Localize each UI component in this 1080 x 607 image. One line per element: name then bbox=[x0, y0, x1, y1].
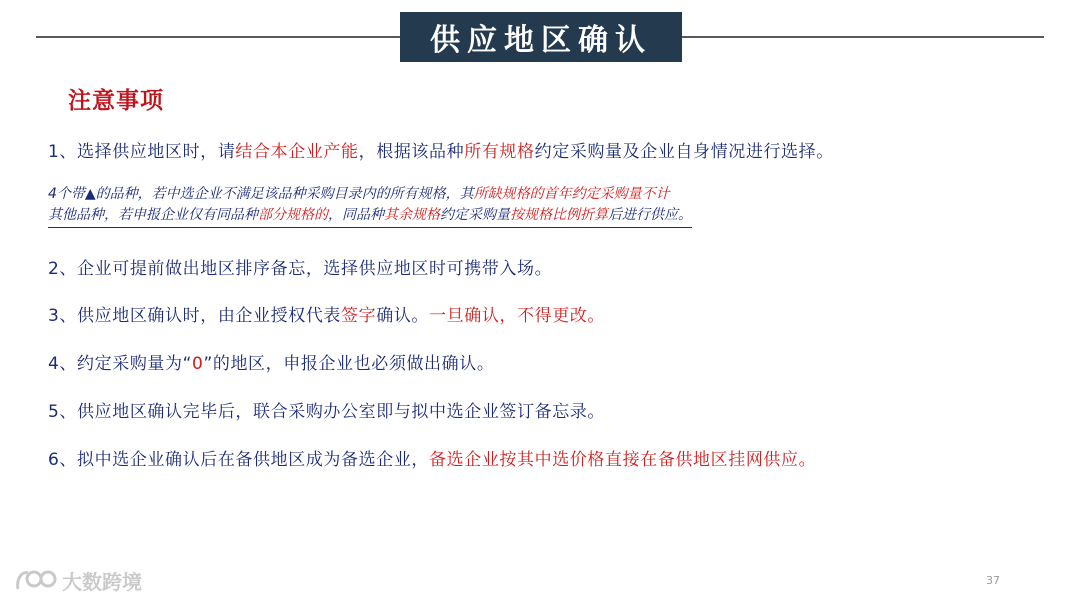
item-2 bbox=[48, 254, 552, 279]
text-segment: ，同品种 bbox=[328, 207, 384, 223]
text-segment: 5、供应地区确认完毕后，联合采购办公室即与拟中选企业签订备忘录。 bbox=[48, 402, 606, 422]
item-3 bbox=[48, 301, 605, 326]
text-segment: 所有规格 bbox=[464, 142, 535, 162]
section-heading: 注意事项 bbox=[68, 88, 164, 114]
text-segment: 4个带▲的品种，若中选企业不满足该品种采购目录内的所有规格，其 bbox=[48, 186, 474, 202]
watermark-text: 大数跨境 bbox=[62, 570, 142, 594]
item-5 bbox=[48, 397, 605, 422]
text-segment: 其他品种，若申报企业仅有同品种 bbox=[48, 207, 258, 223]
text-segment: 4、约定采购量为“ bbox=[48, 354, 193, 374]
text-segment: 结合本企业产能 bbox=[235, 142, 359, 162]
item-6 bbox=[48, 445, 816, 470]
slide-title: 供应地区确认 bbox=[400, 12, 682, 62]
item-1 bbox=[48, 137, 834, 162]
text-segment: 后进行供应。 bbox=[608, 207, 692, 223]
title-rule-left bbox=[36, 36, 400, 38]
text-segment: ，根据该品种 bbox=[358, 142, 465, 162]
text-segment: 签字 bbox=[341, 306, 377, 326]
text-segment: 约定采购量及企业自身情况进行选择。 bbox=[534, 142, 834, 162]
text-segment: 按规格比例折算 bbox=[510, 207, 608, 223]
text-segment: 约定采购量 bbox=[440, 207, 510, 223]
text-segment: 部分规格的 bbox=[258, 207, 328, 223]
text-segment: 3、供应地区确认时，由企业授权代表 bbox=[48, 306, 342, 326]
watermark bbox=[14, 566, 142, 595]
text-segment: 0 bbox=[192, 354, 204, 374]
text-segment: 所缺规格的首年约定采购量不计 bbox=[473, 186, 670, 202]
text-segment: 备选企业按其中选价格直接在备供地区挂网供应。 bbox=[429, 450, 817, 470]
text-segment: 1、选择供应地区时，请 bbox=[48, 142, 236, 162]
text-segment: 一旦确认，不得更改。 bbox=[429, 306, 606, 326]
page-number: 37 bbox=[986, 574, 1000, 587]
title-rule-right bbox=[682, 36, 1044, 38]
item-4 bbox=[48, 349, 494, 374]
note-line-1 bbox=[48, 184, 692, 205]
text-segment: 确认。 bbox=[376, 306, 430, 326]
text-segment: 6、拟中选企业确认后在备供地区成为备选企业， bbox=[48, 450, 430, 470]
text-segment: 其余规格 bbox=[384, 207, 440, 223]
watermark-logo-icon bbox=[14, 567, 58, 595]
text-segment: ”的地区，申报企业也必须做出确认。 bbox=[203, 354, 495, 374]
note-block bbox=[48, 184, 692, 228]
note-line-2 bbox=[48, 205, 692, 226]
text-segment: 2、企业可提前做出地区排序备忘，选择供应地区时可携带入场。 bbox=[48, 259, 553, 279]
